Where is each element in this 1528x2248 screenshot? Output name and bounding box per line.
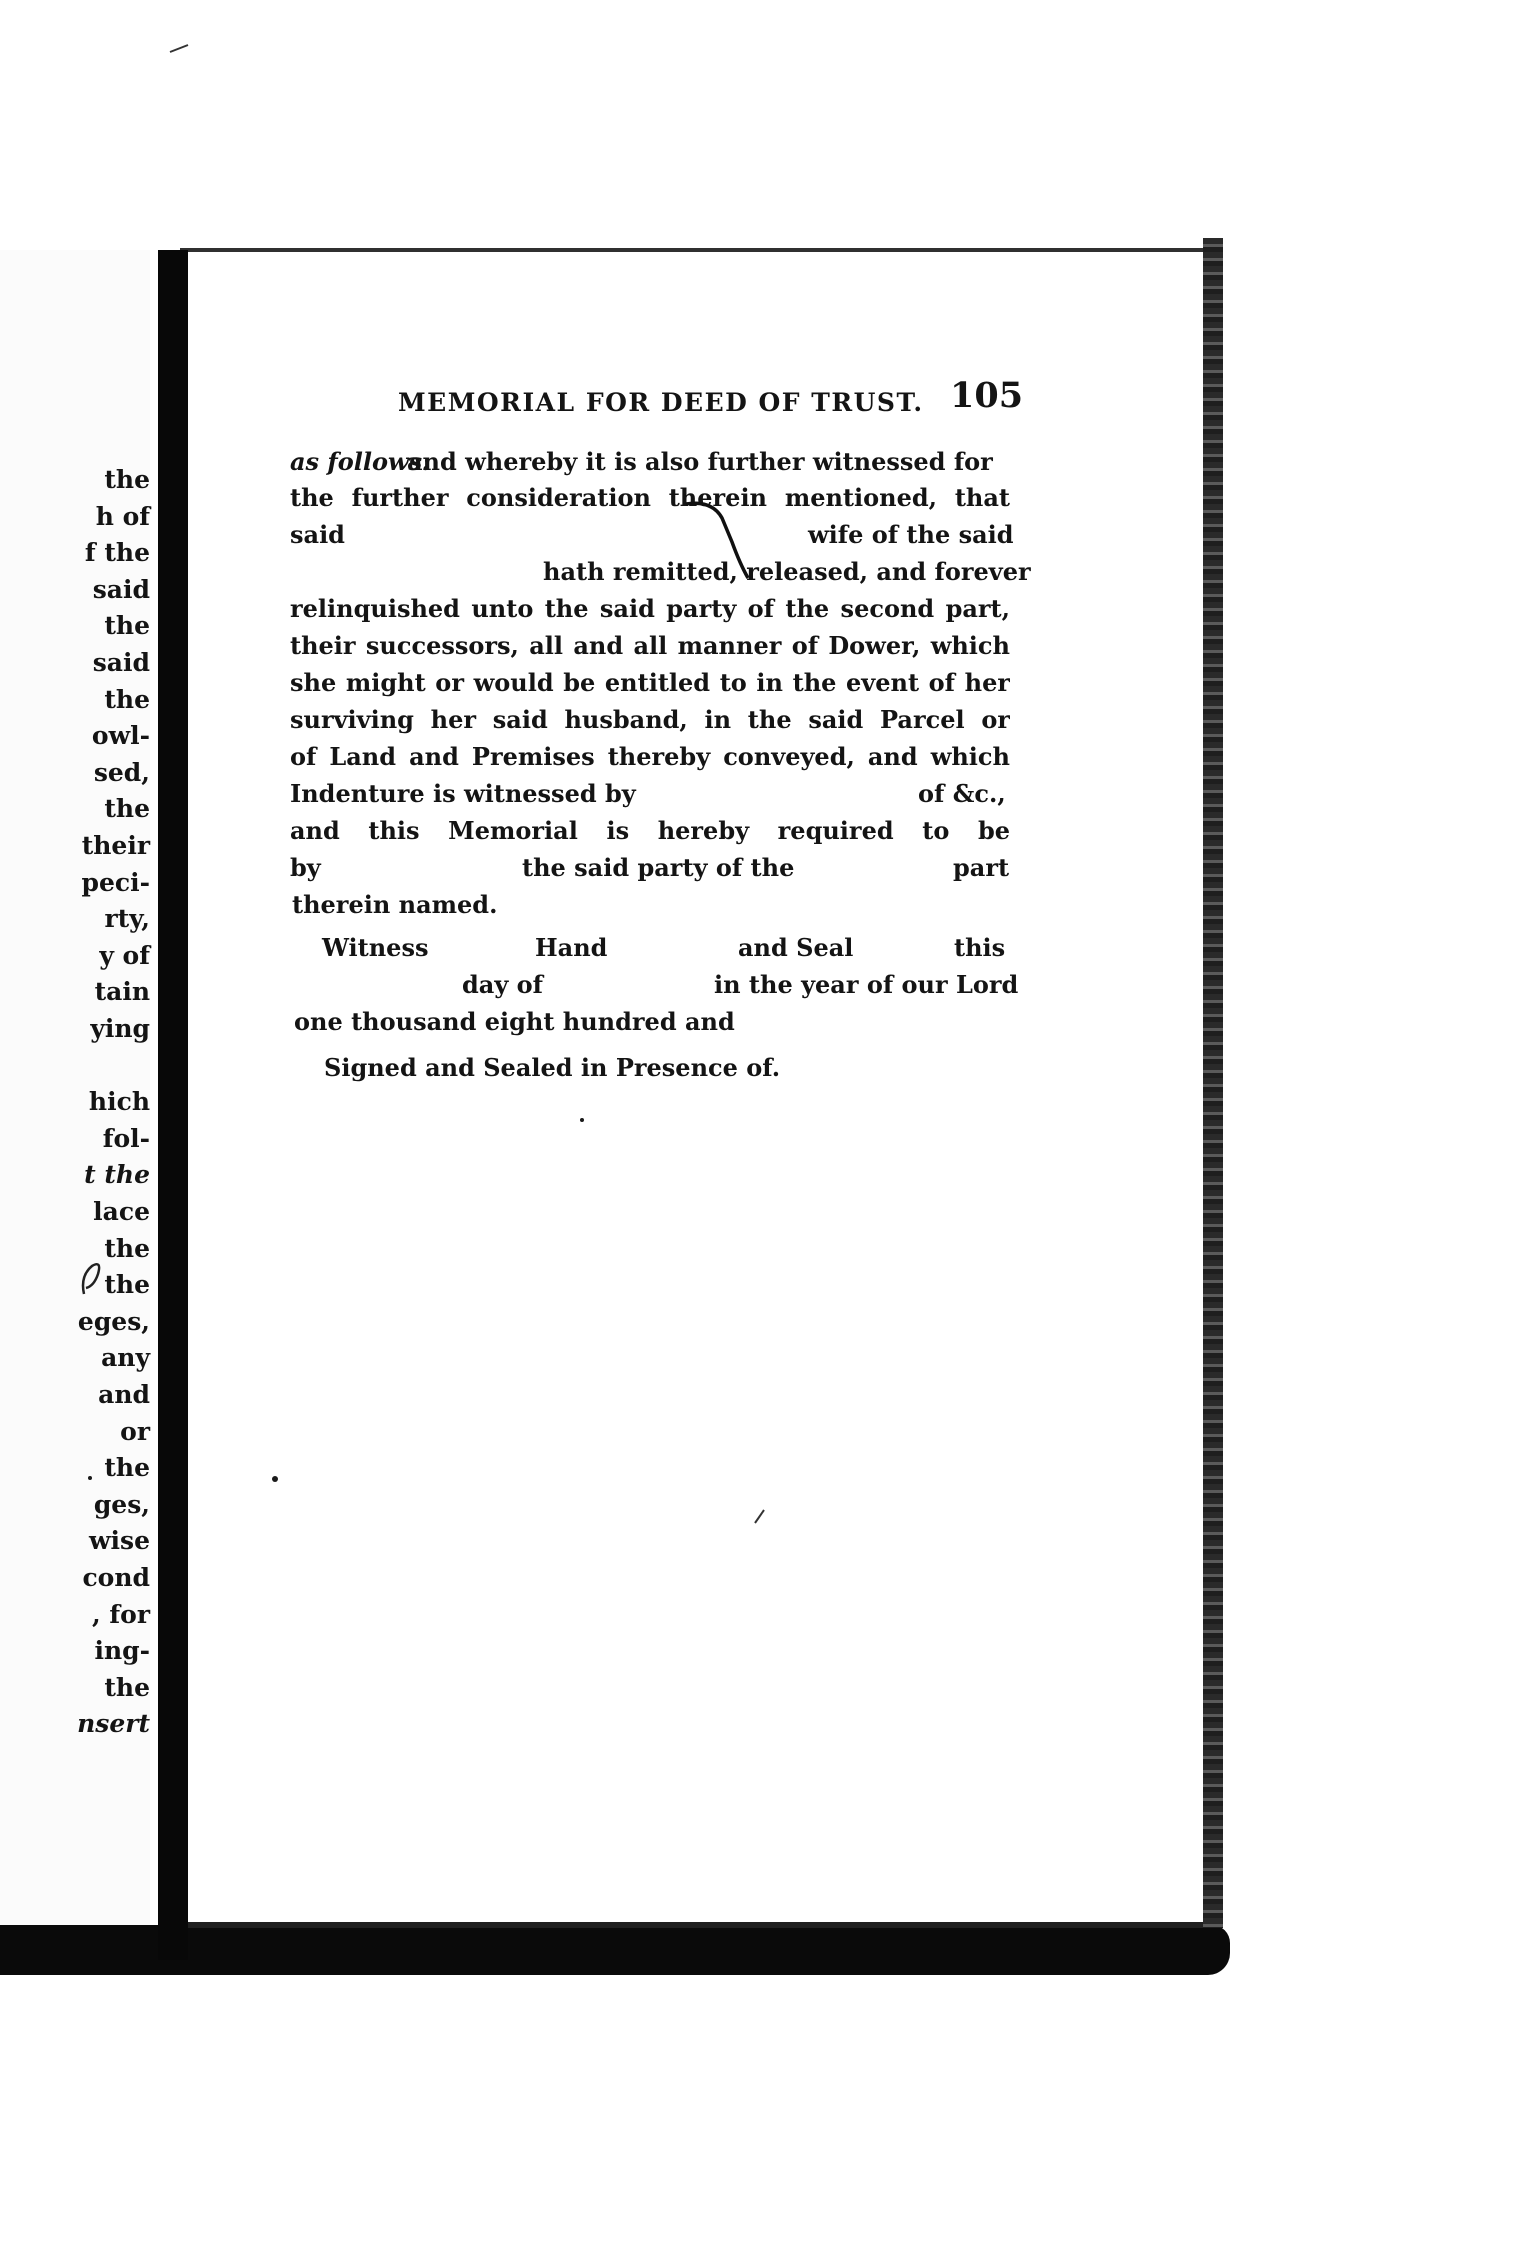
facing-page-line: the [104, 1270, 150, 1300]
body-line-10-right: of &c., [918, 779, 1006, 808]
body-line-3-left: said [290, 520, 345, 549]
margin-smudge [168, 42, 192, 56]
and-seal-label: and Seal [738, 933, 854, 962]
body-line-4 [290, 554, 1031, 590]
body-line-11: and this Memorial is hereby required to be [290, 816, 1010, 845]
facing-page-line: the [104, 794, 150, 824]
as-follows: as follows: [290, 447, 432, 476]
facing-page-line: their [81, 831, 150, 860]
body-line-1-text: and whereby it is also further witnessed for [407, 447, 993, 476]
date-line [290, 967, 1019, 1003]
facing-page-line: fol- [102, 1123, 150, 1153]
page-edge [1203, 238, 1223, 1928]
this-label: this [954, 933, 1006, 962]
facing-page-line: the [104, 1233, 150, 1263]
hand-label: Hand [535, 933, 608, 962]
facing-page-line: nsert [77, 1709, 150, 1739]
facing-page-line: ges, [93, 1489, 150, 1519]
facing-page-line: rty, [104, 904, 150, 934]
facing-page-line: f the [84, 538, 150, 568]
body-line-5: relinquished unto the said party of the second part, [290, 594, 1010, 623]
body-line-13-text: therein named. [292, 890, 498, 919]
book-spine [158, 250, 188, 1960]
body-line-12-by: by [290, 853, 321, 882]
body-line-10-left: Indenture is witnessed by [290, 779, 636, 808]
body-line-2: the further consideration therein mentioned, that [290, 483, 1010, 512]
facing-page-line: lace [93, 1197, 150, 1226]
body-line-9: of Land and Premises thereby conveyed, and which [290, 742, 1010, 771]
facing-page-line: peci- [81, 867, 150, 897]
facing-page-line: eges, [77, 1306, 150, 1336]
body-line-12 [290, 850, 1010, 886]
facing-page-line: cond [82, 1563, 150, 1592]
witness-line [290, 930, 1010, 966]
body-line-7: she might or would be entitled to in the event of her [290, 668, 1010, 697]
facing-page [0, 250, 150, 1940]
facing-page-line: ing- [94, 1636, 150, 1666]
page-smudge [752, 1506, 768, 1526]
body-line-4-text: hath remitted, released, and forever [543, 557, 1031, 586]
body-line-13 [290, 887, 1010, 923]
facing-page-line: the [104, 684, 150, 714]
body-line-8: surviving her said husband, in the said Parcel or [290, 705, 1010, 734]
facing-page-line: said [92, 574, 150, 604]
facing-page-line: h of [95, 501, 150, 531]
facing-page-line: ying [90, 1014, 150, 1043]
running-title: MEMORIAL FOR DEED OF TRUST. [398, 388, 924, 417]
facing-page-line: t the [84, 1160, 150, 1190]
body-line-12-party: the said party of the [522, 853, 795, 882]
facing-page-line: and [98, 1380, 150, 1409]
facing-page-line: any [101, 1343, 150, 1373]
facing-page-line: or [120, 1416, 150, 1446]
witness-label: Witness [322, 933, 429, 962]
facing-page-line: owl- [91, 721, 150, 751]
day-of-label: day of [462, 970, 543, 999]
speck [580, 1118, 584, 1122]
facing-page-line: the [104, 611, 150, 641]
speck [272, 1476, 278, 1482]
speck [88, 1476, 92, 1480]
body-line-12-part: part [953, 853, 1010, 882]
signed-sealed-text: Signed and Sealed in Presence of. [324, 1053, 781, 1082]
facing-page-line: , for [91, 1599, 150, 1629]
pen-check-mark [682, 498, 752, 588]
facing-page-line: y of [99, 940, 150, 970]
facing-page-line: hich [88, 1087, 150, 1117]
margin-scribble [76, 1258, 106, 1298]
facing-page-line: the [104, 465, 150, 494]
facing-page-line: tain [94, 977, 150, 1007]
facing-page-line: wise [89, 1526, 150, 1556]
year-line [290, 1004, 1010, 1040]
page-number: 105 [950, 375, 1024, 416]
body-line-1 [290, 444, 1010, 480]
signed-line [290, 1050, 1010, 1086]
year-line-text: one thousand eight hundred and [294, 1007, 735, 1036]
year-of-lord-label: in the year of our Lord [714, 970, 1019, 999]
facing-page-line: the [104, 1672, 150, 1702]
body-line-3-right: wife of the said [808, 520, 1014, 549]
facing-page-line: sed, [93, 757, 150, 787]
body-line-3 [290, 517, 1014, 553]
body-line-6: their successors, all and all manner of Dower, which [290, 631, 1010, 660]
facing-page-line: said [92, 648, 150, 677]
body-line-10 [290, 776, 1010, 812]
facing-page-line: the [104, 1453, 150, 1483]
